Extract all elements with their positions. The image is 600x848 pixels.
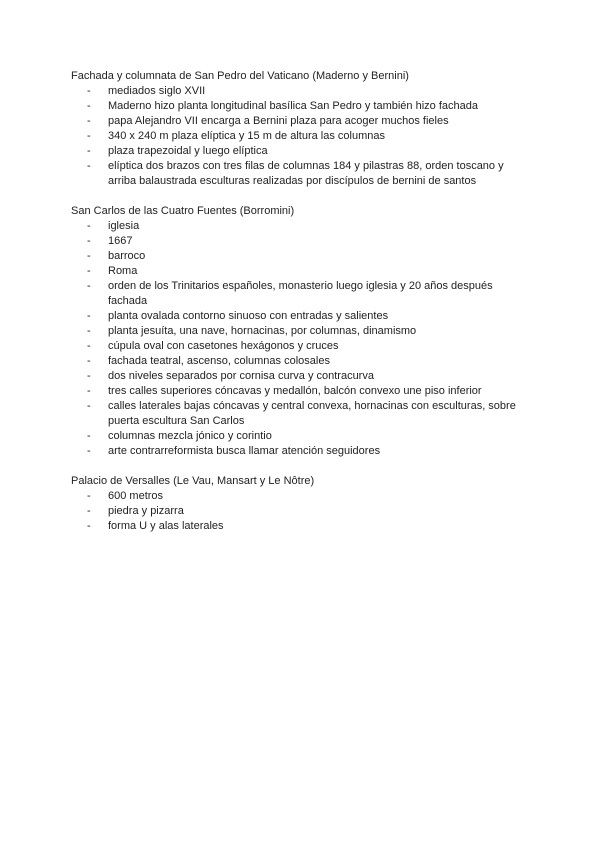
list-item-text: iglesia [108,220,140,232]
list-item-text: forma U y alas laterales [108,520,224,532]
list-item [71,114,531,129]
list-item [71,324,531,339]
list-item-text: arte contrarreformista busca llamar atención seguidores [108,445,381,457]
list-item-text: elíptica dos brazos con tres filas de columnas 184 y pilastras 88, orden toscano y arriba balaustrada esculturas realizadas por discípulos de bernini de santos [108,160,504,187]
list-item [71,264,531,279]
list-item-text: 340 x 240 m plaza elíptica y 15 m de altura las columnas [108,130,385,142]
dash-marker: - [87,430,91,442]
list-item [71,234,531,249]
list-item-text: calles laterales bajas cóncavas y central convexa, hornacinas con esculturas, sobre puerta escultura San Carlos [108,400,516,427]
list-item-text: fachada teatral, ascenso, columnas colosales [108,355,330,367]
list-item-text: plaza trapezoidal y luego elíptica [108,145,268,157]
list-item [71,354,531,369]
list-item [71,519,531,534]
list-item [71,489,531,504]
list-item [71,249,531,264]
list-item [71,444,531,459]
dash-marker: - [87,400,91,412]
list-item-text: columnas mezcla jónico y corintio [108,430,272,442]
section-san-pedro [71,69,531,189]
list-item-text: orden de los Trinitarios españoles, monasterio luego iglesia y 20 años después fachada [108,280,493,307]
list-item-text: Maderno hizo planta longitudinal basílica San Pedro y también hizo fachada [108,100,478,112]
list-item [71,279,531,309]
dash-marker: - [87,355,91,367]
list-item [71,159,531,189]
dash-marker: - [87,250,91,262]
section-title: Fachada y columnata de San Pedro del Vaticano (Maderno y Bernini) [71,70,409,82]
list-item-text: dos niveles separados por cornisa curva y contracurva [108,370,374,382]
dash-marker: - [87,130,91,142]
list-item [71,429,531,444]
list-item-text: Roma [108,265,138,277]
section-san-carlos [71,204,531,459]
dash-marker: - [87,385,91,397]
list-item [71,399,531,429]
dash-marker: - [87,235,91,247]
list-item-text: mediados siglo XVII [108,85,206,97]
list-item [71,84,531,99]
section-title: Palacio de Versalles (Le Vau, Mansart y Le Nôtre) [71,475,315,487]
dash-marker: - [87,310,91,322]
bullet-list [71,84,531,189]
list-item-text: barroco [108,250,146,262]
list-item [71,99,531,114]
bullet-list [71,489,531,534]
section-title: San Carlos de las Cuatro Fuentes (Borromini) [71,205,295,217]
dash-marker: - [87,220,91,232]
list-item-text: 600 metros [108,490,164,502]
list-item [71,309,531,324]
dash-marker: - [87,325,91,337]
list-item-text: piedra y pizarra [108,505,184,517]
list-item-text: planta jesuíta, una nave, hornacinas, por columnas, dinamismo [108,325,417,337]
list-item [71,129,531,144]
list-item [71,144,531,159]
document-body [71,69,531,549]
list-item-text: 1667 [108,235,133,247]
dash-marker: - [87,490,91,502]
list-item-text: cúpula oval con casetones hexágonos y cruces [108,340,339,352]
dash-marker: - [87,445,91,457]
list-item-text: planta ovalada contorno sinuoso con entradas y salientes [108,310,389,322]
list-item [71,384,531,399]
list-item [71,339,531,354]
dash-marker: - [87,280,91,292]
dash-marker: - [87,520,91,532]
dash-marker: - [87,265,91,277]
list-item [71,369,531,384]
dash-marker: - [87,160,91,172]
list-item-text: tres calles superiores cóncavas y medallón, balcón convexo une piso inferior [108,385,482,397]
dash-marker: - [87,115,91,127]
list-item [71,219,531,234]
list-item-text: papa Alejandro VII encarga a Bernini plaza para acoger muchos fieles [108,115,449,127]
bullet-list [71,219,531,459]
list-item [71,504,531,519]
dash-marker: - [87,100,91,112]
dash-marker: - [87,340,91,352]
section-versalles [71,474,531,534]
dash-marker: - [87,85,91,97]
dash-marker: - [87,505,91,517]
dash-marker: - [87,370,91,382]
dash-marker: - [87,145,91,157]
